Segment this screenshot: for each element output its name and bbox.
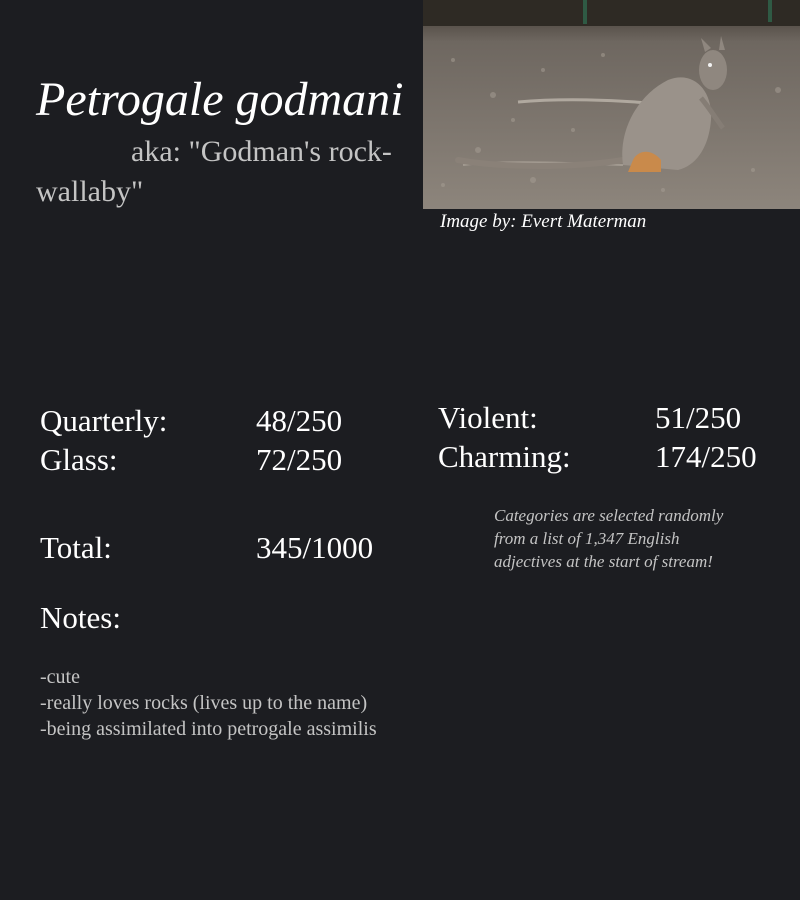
note-item: -being assimilated into petrogale assimilis — [40, 718, 377, 740]
note-item: -really loves rocks (lives up to the name) — [40, 692, 368, 714]
common-name: aka: "Godman's rock-wallaby" — [36, 135, 392, 208]
notes-list — [40, 664, 377, 742]
species-title: Petrogale godmani — [36, 73, 404, 126]
stat-value-charming: 174/250 — [655, 439, 757, 474]
stat-label-quarterly: Quarterly: — [40, 403, 168, 438]
stat-value-quarterly: 48/250 — [256, 403, 343, 438]
categories-note: Categories are selected randomly from a list of 1,347 English adjectives at the start of stream! — [494, 506, 724, 571]
image-credit: Image by: Evert Materman — [440, 211, 647, 232]
note-item: -cute — [40, 666, 80, 688]
stat-label-charming: Charming: — [438, 439, 571, 474]
stat-value-total: 345/1000 — [256, 530, 374, 565]
stat-label-violent: Violent: — [438, 400, 538, 435]
notes-heading: Notes: — [40, 600, 121, 635]
stat-value-glass: 72/250 — [256, 442, 343, 477]
wallaby-photo — [423, 0, 800, 209]
stat-label-glass: Glass: — [40, 442, 118, 477]
stat-value-violent: 51/250 — [655, 400, 742, 435]
stat-label-total: Total: — [40, 530, 112, 565]
